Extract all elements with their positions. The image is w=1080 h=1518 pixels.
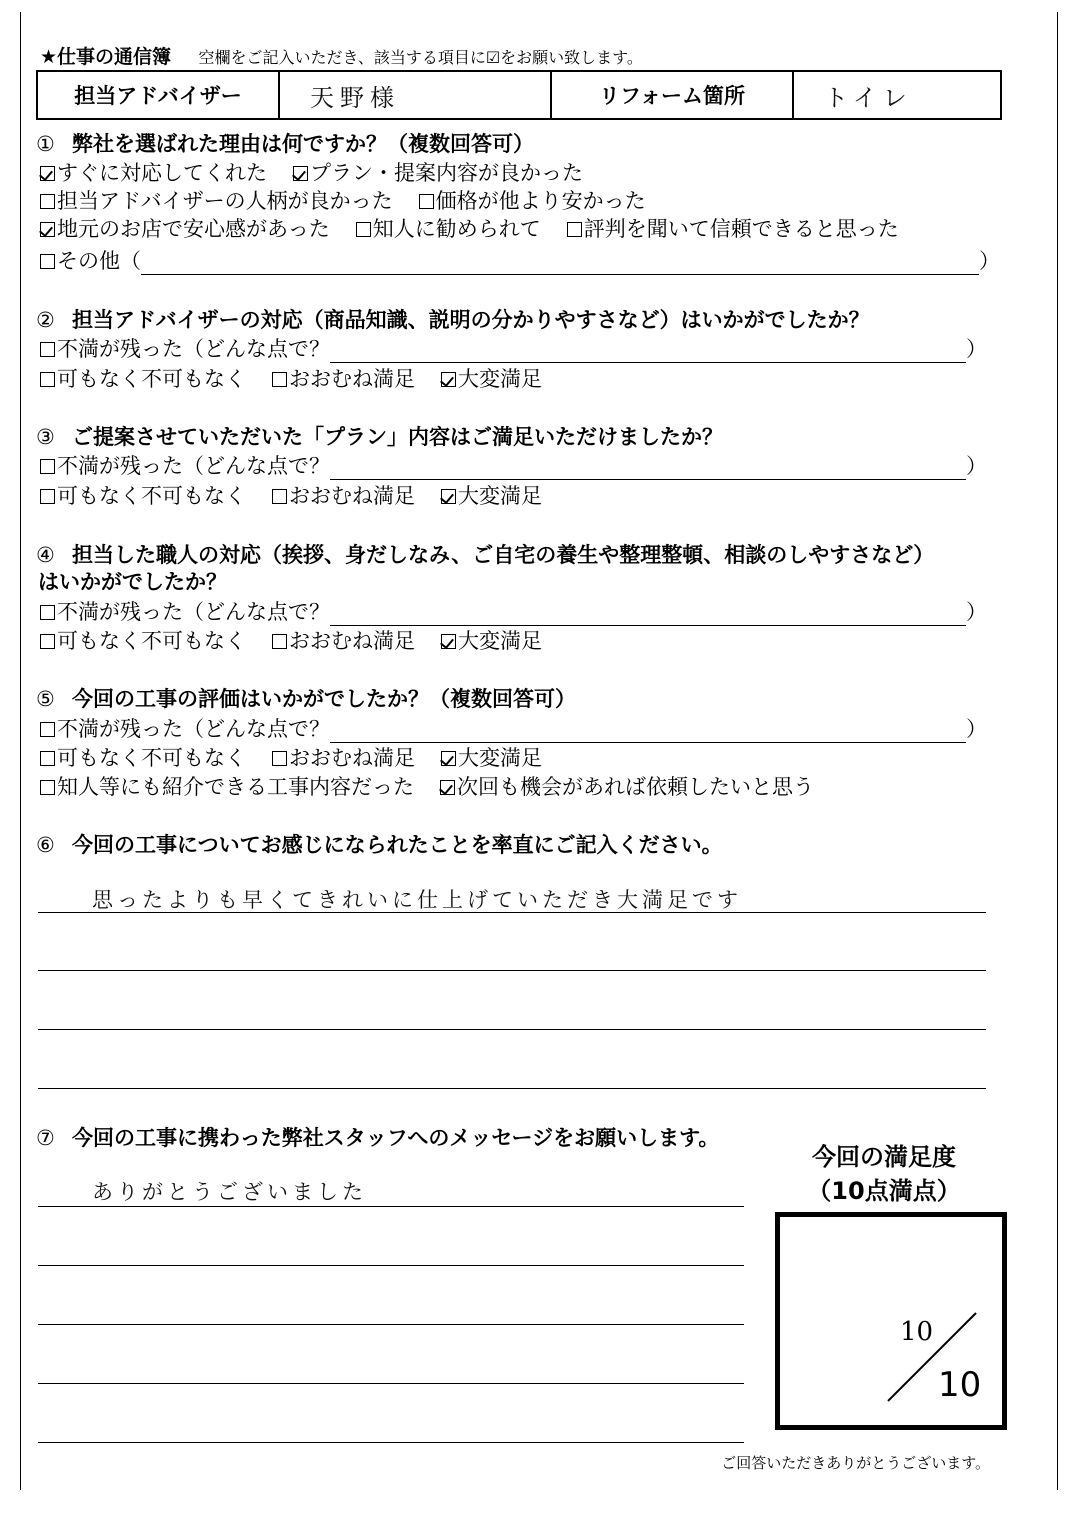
q6-text: 今回の工事についてお感じになられたことを率直にご記入ください。 [72,833,723,857]
q4-dissatisfied-checkbox[interactable] [40,605,55,620]
q1-title [36,131,534,158]
option-label: 次回も機会があれば依頼したいと思う [457,775,814,799]
option[interactable] [441,744,542,772]
option[interactable] [40,215,330,243]
option-label: 大変満足 [458,746,542,770]
option[interactable] [40,365,246,393]
q1-text: 弊社を選ばれた理由は何ですか？（複数回答可） [72,132,534,156]
q7-answer-line [38,1206,744,1207]
q3-dissatisfied-row [40,452,987,480]
form-instruction: 空欄をご記入いただき、該当する項目に☑をお願い致します。 [198,48,643,67]
option-label: おおむね満足 [289,746,415,770]
option[interactable] [440,773,814,801]
q2-title [36,307,870,334]
q2-text: 担当アドバイザーの対応（商品知識、説明の分かりやすさなど）はいかがでしたか？ [72,308,870,332]
q6-answer-line [38,1029,986,1030]
q2-dissatisfied-row [40,335,987,363]
q1-option-row [40,159,925,187]
q1-close-paren: ） [979,249,1000,273]
q2-dissatisfied-checkbox[interactable] [40,342,55,357]
q3-dissatisfied-field[interactable] [330,459,966,480]
option-label: 地元のお店で安心感があった [57,217,330,241]
q4-text: 担当した職人の対応（挨拶、身だしなみ、ご自宅の養生や整理整頓、相談のしやすさなど） [72,543,935,567]
option[interactable] [567,215,899,243]
option[interactable] [40,627,246,655]
q3-options [40,482,568,510]
option-label: すぐに対応してくれた [57,161,267,185]
q6-answer-line [38,1088,986,1089]
q1-option-row [40,187,925,215]
q1-number: ① [36,132,55,156]
q1-other-label: その他（ [57,249,141,273]
q3-close-paren: ） [966,454,987,478]
location-label: リフォーム箇所 [551,71,793,119]
option-label: 可もなく不可もなく [57,367,246,391]
option[interactable] [40,773,414,801]
q3-number: ③ [36,425,55,449]
option[interactable] [40,159,267,187]
q5-title [36,686,576,713]
q2-close-paren: ） [966,337,987,361]
q1-other-checkbox[interactable] [40,254,55,269]
q2-dissatisfied-field[interactable] [330,342,966,363]
checkbox[interactable] [272,634,287,649]
score-title-block [784,1140,984,1208]
q4-close-paren: ） [966,600,987,624]
checked-checkbox[interactable] [40,166,55,181]
option[interactable] [441,482,542,510]
checked-checkbox[interactable] [441,634,456,649]
q4-dissatisfied-row [40,598,987,626]
option-label: おおむね満足 [289,629,415,653]
checkbox[interactable] [356,222,371,237]
location-value[interactable]: トイレ [793,71,1001,119]
option-label: 大変満足 [458,629,542,653]
option-label: 大変満足 [458,367,542,391]
option-label: おおむね満足 [289,484,415,508]
checkbox[interactable] [272,489,287,504]
q5-number: ⑤ [36,687,55,711]
q5-options-extra [40,773,840,801]
option[interactable] [272,627,415,655]
q5-text: 今回の工事の評価はいかがでしたか？（複数回答可） [72,687,576,711]
q7-text: 今回の工事に携わった弊社スタッフへのメッセージをお願いします。 [72,1126,720,1150]
q4-title [36,542,934,569]
q1-other-field[interactable] [141,254,979,275]
form-header [40,42,643,69]
q4-title-line2: はいかがでしたか？ [38,570,227,594]
q7-answer[interactable]: ありがとうございました [92,1180,367,1204]
q7-answer-line [38,1442,744,1443]
q2-number: ② [36,308,55,332]
q3-dissatisfied-checkbox[interactable] [40,459,55,474]
q6-answer-line [38,970,986,971]
q5-dissatisfied-checkbox[interactable] [40,722,55,737]
option[interactable] [40,187,393,215]
q1-options [40,159,925,243]
checkbox[interactable] [40,372,55,387]
footer-thanks: ご回答いただきありがとうございます。 [721,1454,990,1472]
checked-checkbox[interactable] [440,780,455,795]
option-label: 可もなく不可もなく [57,484,246,508]
checkbox[interactable] [40,634,55,649]
checkbox[interactable] [40,489,55,504]
score-subtitle: （10点満点） [807,1177,961,1205]
checkbox[interactable] [272,372,287,387]
checkbox[interactable] [567,222,582,237]
option[interactable] [441,365,542,393]
advisor-value[interactable]: 天野様 [279,71,551,119]
option-label: プラン・提案内容が良かった [310,161,583,185]
q7-answer-line [38,1383,744,1384]
checked-checkbox[interactable] [441,372,456,387]
option-label: おおむね満足 [289,367,415,391]
option[interactable] [40,744,246,772]
q5-close-paren: ） [966,717,987,741]
checkbox[interactable] [40,780,55,795]
score-title: 今回の満足度 [812,1143,956,1171]
info-table [36,70,1002,120]
option[interactable] [272,744,415,772]
q5-dissatisfied-label: 不満が残った（どんな点で？ [57,717,330,741]
option-label: 大変満足 [458,484,542,508]
q1-other-row [40,247,1000,275]
q3-title [36,424,723,451]
q7-answer-line [38,1265,744,1266]
q7-title [36,1125,719,1152]
q1-option-row [40,215,925,243]
q5-options [40,744,568,772]
form-title: ★仕事の通信簿 [40,46,172,68]
option-label: 知人等にも紹介できる工事内容だった [57,775,414,799]
q4-number: ④ [36,543,55,567]
option[interactable] [441,627,542,655]
q6-answer-line [38,912,986,913]
option-label: 評判を聞いて信頼できると思った [583,217,899,241]
option[interactable] [272,482,415,510]
q2-options [40,365,568,393]
score-box[interactable] [775,1212,1007,1430]
checkbox[interactable] [272,751,287,766]
checked-checkbox[interactable] [441,751,456,766]
checked-checkbox[interactable] [293,166,308,181]
q4-options [40,627,568,655]
q7-number: ⑦ [36,1126,55,1150]
option[interactable] [419,187,646,215]
q7-answer-line [38,1324,744,1325]
option-label: 可もなく不可もなく [57,629,246,653]
option-label: 知人に勧められて [372,217,541,241]
score-max: 10 [938,1365,982,1405]
checked-checkbox[interactable] [441,489,456,504]
checkbox[interactable] [419,194,434,209]
checked-checkbox[interactable] [40,222,55,237]
option[interactable] [40,482,246,510]
option[interactable] [356,215,541,243]
option-label: 担当アドバイザーの人柄が良かった [57,189,393,213]
advisor-label: 担当アドバイザー [37,71,279,119]
option[interactable] [272,365,415,393]
option-label: 価格が他より安かった [435,189,646,213]
q3-dissatisfied-label: 不満が残った（どんな点で？ [57,454,330,478]
q4-dissatisfied-label: 不満が残った（どんな点で？ [57,600,330,624]
option[interactable] [293,159,583,187]
score-value[interactable]: 10 [900,1317,934,1347]
q5-dissatisfied-field[interactable] [330,722,966,743]
q6-number: ⑥ [36,833,55,857]
checkbox[interactable] [40,751,55,766]
q3-text: ご提案させていただいた「プラン」内容はご満足いただけましたか？ [72,425,723,449]
q6-answer[interactable]: 思ったよりも早くてきれいに仕上げていただき大満足です [92,888,742,912]
option-label: 可もなく不可もなく [57,746,246,770]
checkbox[interactable] [40,194,55,209]
q4-dissatisfied-field[interactable] [330,605,966,626]
q6-title [36,832,723,859]
q5-dissatisfied-row [40,715,987,743]
q2-dissatisfied-label: 不満が残った（どんな点で？ [57,337,330,361]
